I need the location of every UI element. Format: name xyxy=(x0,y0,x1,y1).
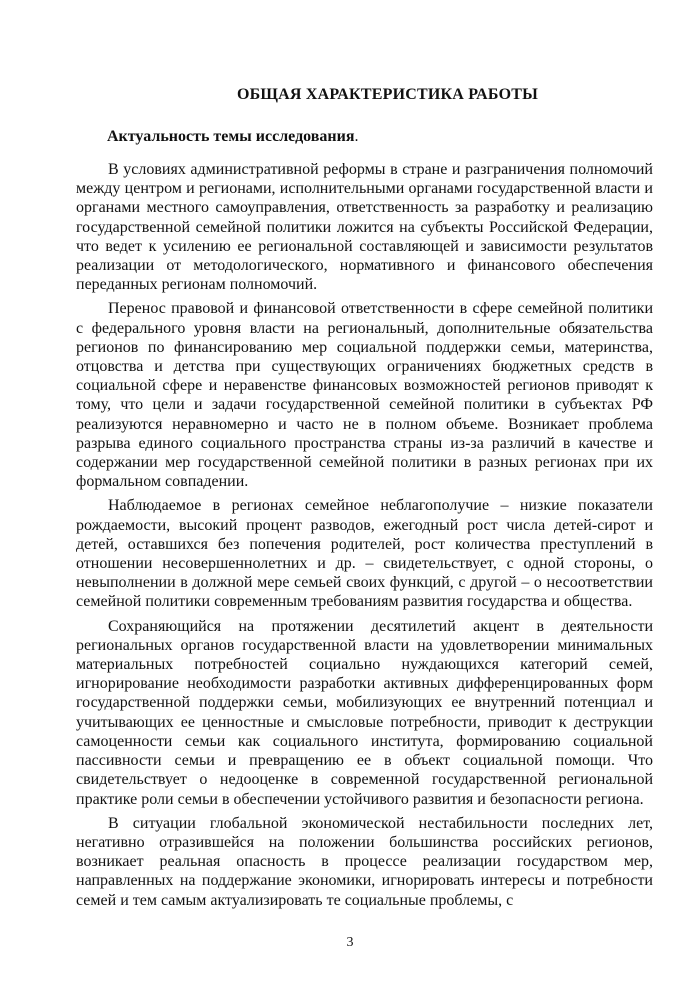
page-number: 3 xyxy=(346,935,354,950)
paragraph-1: В условиях административной реформы в стране и разграничения полномочий между центром и регионами, исполнительными органами государственной власти и органами местного самоуправления, ответственность за разработку и реализацию государственной семейной политики ложится на субъекты Российской Федерации, что ведет к усилению ее региональной составляющей и зависимости результатов реализации от методологического, нормативного и финансового обеспечения переданных регионам полномочий. xyxy=(76,161,653,294)
paragraph-3: Наблюдаемое в регионах семейное неблагополучие – низкие показатели рождаемости, высокий процент разводов, ежегодный рост числа детей-сирот и детей, оставшихся без попечения родителей, рост количества преступлений в отношении несовершеннолетних и др. – свидетельствует, с одной стороны, о невыполнении в должной мере семьей своих функций, с другой – о несоответствии семейной политики современным требованиям развития государства и общества. xyxy=(76,497,653,611)
subheading-text: Актуальность темы исследования xyxy=(107,128,355,145)
paragraph-2: Перенос правовой и финансовой ответственности в сфере семейной политики с федерального уровня власти на региональный, дополнительные обязательства регионов по финансированию мер социальной поддержки семьи, материнства, отцовства и детства при существующих ограничениях бюджетных средств в социальной сфере и неравенстве финансовых возможностей регионов приводят к тому, что цели и задачи государственной семейной политики в субъектах РФ реализуются неравномерно и часто не в полном объеме. Возникает проблема разрыва единого социального пространства страны из-за различий в качестве и содержании мер государственной семейной политики в разных регионах при их формальном совпадении. xyxy=(76,300,653,491)
paragraph-4: Сохраняющийся на протяжении десятилетий акцент в деятельности региональных органов государственной власти на удовлетворении минимальных материальных потребностей социально нуждающихся категорий семей, игнорирование необходимости разработки активных дифференцированных форм государственной поддержки семьи, мобилизующих ее внутренний потенциал и учитывающих ее ценностные и смысловые потребности, приводит к деструкции самоценности семьи как социального института, формированию социальной пассивности семьи и превращению ее в объект социальной помощи. Что свидетельствует о недооценке в современной государственной региональной практике роли семьи в обеспечении устойчивого развития и безопасности региона. xyxy=(76,617,653,808)
body-text xyxy=(76,160,653,915)
page-title: ОБЩАЯ ХАРАКТЕРИСТИКА РАБОТЫ xyxy=(236,86,539,103)
section-subheading xyxy=(107,128,359,146)
paragraph-5: В ситуации глобальной экономической нестабильности последних лет, негативно отразившейся на положении большинства российских регионов, возникает реальная опасность в процессе реализации государством мер, направленных на поддержание экономики, игнорировать интересы и потребности семей и тем самым актуализировать те социальные проблемы, с xyxy=(76,814,653,909)
subheading-period: . xyxy=(354,128,359,145)
